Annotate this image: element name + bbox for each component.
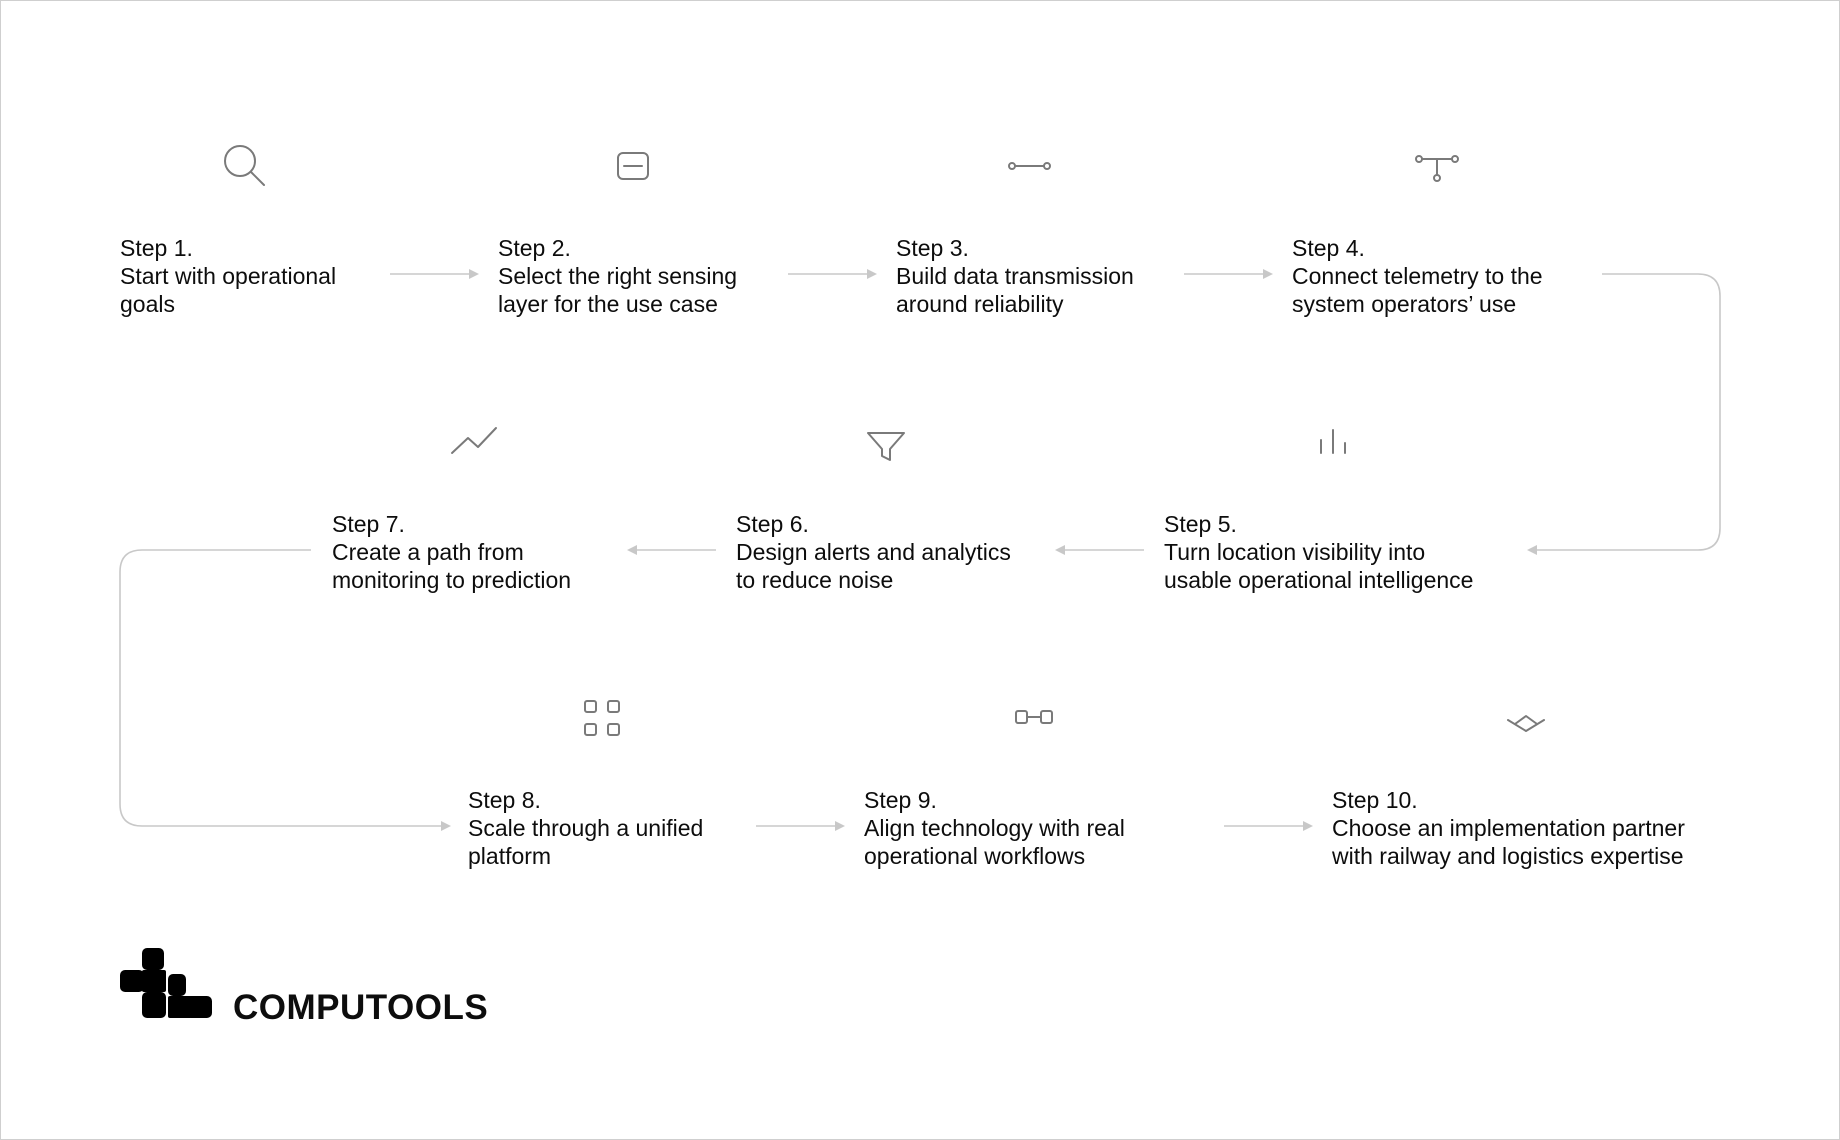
arrowhead-4-5	[1527, 545, 1537, 555]
step-text-line: goals	[120, 291, 175, 317]
step-text-line: Turn location visibility into	[1164, 539, 1426, 565]
step-10	[1332, 786, 1685, 870]
grid-icon	[585, 701, 619, 735]
step-number: Step 5.	[1164, 511, 1237, 537]
step-4	[1292, 234, 1543, 318]
step-text-line: system operators’ use	[1292, 291, 1517, 317]
step-number: Step 3.	[896, 235, 969, 261]
step-5	[1164, 510, 1473, 594]
step-text-line: Align technology with real	[864, 815, 1125, 841]
link-line-icon	[1009, 163, 1050, 169]
arrowhead-6-7	[627, 545, 637, 555]
step-text-line: monitoring to prediction	[332, 567, 572, 593]
step-text-line: operational workflows	[864, 843, 1086, 869]
arrowhead-9-10	[1303, 821, 1313, 831]
arrowhead-7-8	[441, 821, 451, 831]
step-3	[896, 234, 1134, 318]
arrowhead-1-2	[469, 269, 479, 279]
step-6	[736, 510, 1011, 594]
connector-icon	[1016, 711, 1052, 723]
step-text-line: Scale through a unified	[468, 815, 704, 841]
trend-line-icon	[452, 428, 496, 453]
step-8	[468, 786, 703, 870]
step-text-line: around reliability	[896, 291, 1064, 317]
arrow-4-5	[1536, 274, 1720, 550]
step-number: Step 1.	[120, 235, 193, 261]
step-text-line: usable operational intelligence	[1164, 567, 1474, 593]
sensor-icon	[618, 153, 648, 179]
step-number: Step 9.	[864, 787, 937, 813]
step-number: Step 7.	[332, 511, 405, 537]
search-icon	[225, 146, 264, 185]
step-text-line: to reduce noise	[736, 567, 894, 593]
step-2	[498, 234, 737, 318]
step-text-line: Start with operational	[120, 263, 337, 289]
step-number: Step 8.	[468, 787, 541, 813]
arrowhead-8-9	[835, 821, 845, 831]
computools-logo-icon	[120, 948, 212, 1020]
arrowhead-2-3	[867, 269, 877, 279]
step-text-line: with railway and logistics expertise	[1332, 843, 1684, 869]
step-number: Step 10.	[1332, 787, 1418, 813]
step-1	[120, 234, 336, 318]
step-text-line: Design alerts and analytics	[736, 539, 1011, 565]
step-number: Step 2.	[498, 235, 571, 261]
filter-icon	[868, 433, 904, 460]
step-text-line: Connect telemetry to the	[1292, 263, 1543, 289]
arrowhead-3-4	[1263, 269, 1273, 279]
step-9	[864, 786, 1125, 870]
bar-chart-icon	[1321, 430, 1345, 453]
handshake-icon	[1508, 716, 1544, 731]
step-text-line: platform	[468, 843, 552, 869]
step-text-line: layer for the use case	[498, 291, 718, 317]
step-text-line: Create a path from	[332, 539, 524, 565]
brand-name: COMPUTOOLS	[233, 988, 489, 1027]
step-number: Step 6.	[736, 511, 809, 537]
branch-icon	[1416, 156, 1458, 181]
arrowhead-5-6	[1055, 545, 1065, 555]
step-text-line: Build data transmission	[896, 263, 1134, 289]
step-number: Step 4.	[1292, 235, 1365, 261]
step-text-line: Choose an implementation partner	[1332, 815, 1685, 841]
step-7	[332, 510, 571, 594]
step-text-line: Select the right sensing	[498, 263, 738, 289]
